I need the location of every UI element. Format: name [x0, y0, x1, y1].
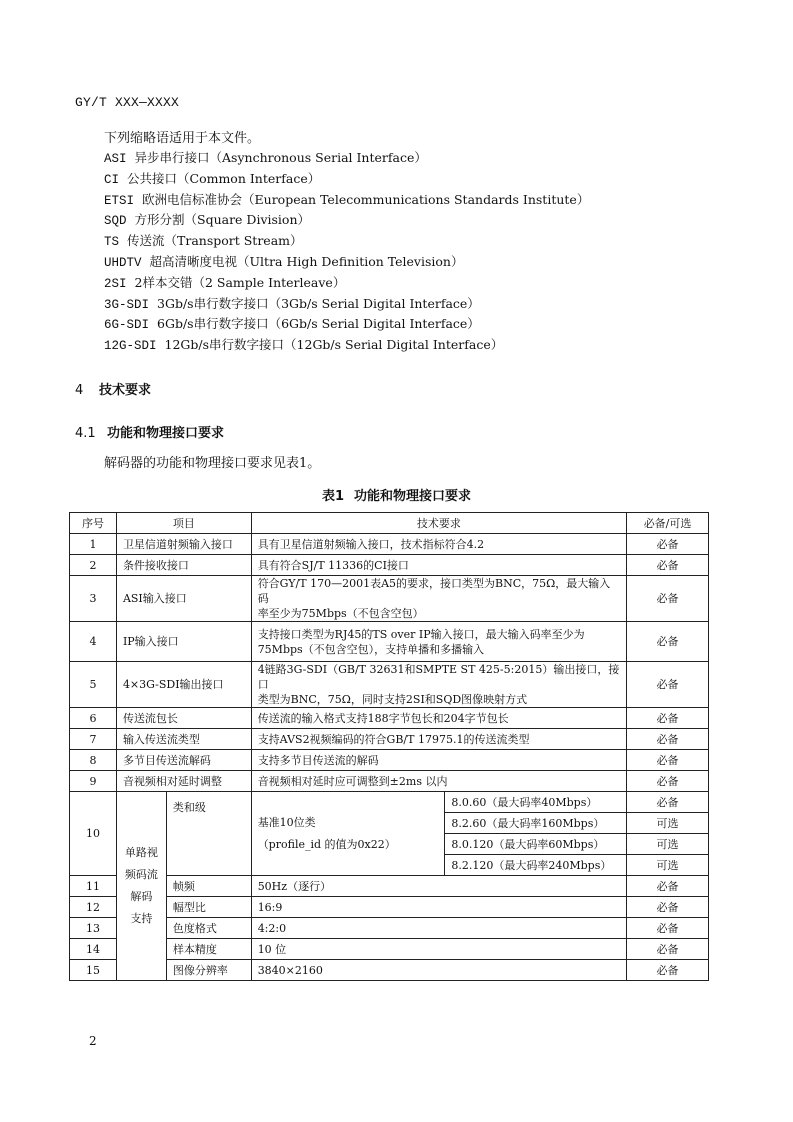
section-number: 4 [75, 383, 84, 398]
cell-mandatory: 必备 [627, 897, 709, 918]
abbreviation-code: CI [104, 172, 120, 187]
table-row [70, 771, 709, 792]
table-row [70, 622, 709, 662]
group-label-line: 解码 [130, 890, 153, 903]
cell-seq: 4 [70, 622, 117, 662]
cell-level: 8.2.60（最大码率160Mbps） [445, 813, 627, 834]
cell-level: 8.0.120（最大码率60Mbps） [445, 834, 627, 855]
cell-mandatory: 必备 [627, 960, 709, 981]
cell-mandatory: 必备 [627, 576, 709, 622]
cell-item: 卫星信道射频输入接口 [116, 534, 251, 555]
cell-seq: 13 [70, 918, 117, 939]
cell-mandatory: 必备 [627, 750, 709, 771]
abbreviation-definition: 6Gb/s串行数字接口（6Gb/s Serial Digital Interface） [157, 316, 480, 332]
section-paragraph: 解码器的功能和物理接口要求见表1。 [104, 456, 321, 471]
cell-requirement [251, 622, 626, 662]
page-number: 2 [89, 1034, 97, 1048]
group-label-line: 频码流 [124, 868, 158, 881]
abbreviation-item [104, 210, 589, 231]
document-header-id: GY/T XXX—XXXX [75, 95, 180, 110]
cell-mandatory: 可选 [627, 855, 709, 876]
table-row [70, 662, 709, 708]
cell-mandatory: 必备 [627, 918, 709, 939]
section-4-1-heading [75, 422, 224, 441]
abbreviation-item [104, 231, 589, 252]
cell-requirement: 支持AVS2视频编码的符合GB/T 17975.1的传送流类型 [251, 729, 626, 750]
header-item: 项目 [116, 513, 251, 534]
cell-seq: 14 [70, 939, 117, 960]
abbreviation-item [104, 335, 589, 356]
cell-item: 传送流包长 [116, 708, 251, 729]
section-4-heading [75, 379, 151, 398]
section-title: 功能和物理接口要求 [107, 426, 225, 441]
cell-requirement: 音视频相对延时应可调整到±2ms 以内 [251, 771, 626, 792]
abbreviations-intro: 下列缩略语适用于本文件。 [104, 131, 261, 146]
abbreviation-list [104, 148, 589, 356]
table-row [70, 534, 709, 555]
cell-mandatory: 可选 [627, 813, 709, 834]
cell-seq: 3 [70, 576, 117, 622]
abbreviation-definition: 传送流（Transport Stream） [127, 233, 303, 249]
abbreviation-definition: 公共接口（Common Interface） [127, 170, 321, 186]
header-mandatory: 必备/可选 [627, 513, 709, 534]
table-row [70, 729, 709, 750]
abbreviation-definition: 超高清晰度电视（Ultra High Definition Television） [149, 253, 464, 269]
table-row [70, 750, 709, 771]
abbreviation-item [104, 314, 589, 335]
cell-requirement: 支持多节目传送流的解码 [251, 750, 626, 771]
profile-line: 基准10位类 [257, 815, 316, 829]
abbreviation-item [104, 148, 589, 169]
cell-item: IP输入接口 [116, 622, 251, 662]
cell-mandatory: 必备 [627, 622, 709, 662]
cell-subitem: 帧频 [166, 876, 251, 897]
cell-seq: 2 [70, 555, 117, 576]
requirement-line: 率至少为75Mbps（不包含空包） [257, 607, 424, 620]
cell-requirement: 4:2:0 [251, 918, 626, 939]
abbreviation-definition: 12Gb/s串行数字接口（12Gb/s Serial Digital Interface） [164, 337, 504, 353]
requirement-line: 类型为BNC，75Ω，同时支持2SI和SQD图像映射方式 [257, 693, 528, 706]
abbreviation-definition: 欧洲电信标准协会（European Telecommunications Standards Institute） [142, 191, 590, 207]
table-title: 功能和物理接口要求 [354, 489, 472, 504]
cell-item: 输入传送流类型 [116, 729, 251, 750]
abbreviation-item [104, 169, 589, 190]
abbreviation-item [104, 273, 589, 294]
abbreviation-code: 2SI [104, 276, 127, 291]
group-label-line: 单路视 [124, 846, 158, 859]
cell-subitem: 样本精度 [166, 939, 251, 960]
cell-seq: 5 [70, 662, 117, 708]
abbreviation-code: ETSI [104, 193, 135, 208]
cell-requirement: 50Hz（逐行） [251, 876, 626, 897]
cell-mandatory: 可选 [627, 834, 709, 855]
cell-level: 8.2.120（最大码率240Mbps） [445, 855, 627, 876]
cell-mandatory: 必备 [627, 876, 709, 897]
requirement-line: 4链路3G-SDI（GB/T 32631和SMPTE ST 425-5:2015）输出接口，接口 [257, 663, 620, 691]
table-row [70, 555, 709, 576]
abbreviation-code: ASI [104, 152, 127, 166]
abbreviation-code: 6G-SDI [104, 318, 150, 333]
cell-subitem: 图像分辨率 [166, 960, 251, 981]
table-header-row [70, 513, 709, 534]
cell-subitem: 幅型比 [166, 897, 251, 918]
abbreviation-code: UHDTV [104, 255, 142, 270]
header-requirement: 技术要求 [251, 513, 626, 534]
cell-mandatory: 必备 [627, 555, 709, 576]
cell-seq: 8 [70, 750, 117, 771]
cell-seq: 12 [70, 897, 117, 918]
requirement-line: 75Mbps（不包含空包），支持单播和多播输入 [257, 642, 485, 656]
cell-mandatory: 必备 [627, 708, 709, 729]
cell-profile [251, 792, 445, 876]
cell-item: 条件接收接口 [116, 555, 251, 576]
cell-subitem: 类和级 [166, 792, 251, 876]
cell-requirement [251, 576, 626, 622]
header-seq: 序号 [70, 513, 117, 534]
abbreviation-code: TS [104, 235, 120, 250]
cell-mandatory: 必备 [627, 792, 709, 813]
abbreviation-item [104, 190, 589, 211]
cell-item: 音视频相对延时调整 [116, 771, 251, 792]
cell-mandatory: 必备 [627, 662, 709, 708]
cell-mandatory: 必备 [627, 771, 709, 792]
cell-requirement: 具有符合SJ/T 11336的CI接口 [251, 555, 626, 576]
abbreviation-definition: 2样本交错（2 Sample Interleave） [134, 274, 346, 290]
abbreviation-definition: 异步串行接口（Asynchronous Serial Interface） [134, 150, 427, 165]
section-number: 4.1 [75, 426, 96, 441]
abbreviation-code: 12G-SDI [104, 339, 157, 354]
cell-seq: 15 [70, 960, 117, 981]
cell-seq: 10 [70, 792, 117, 876]
cell-requirement: 16:9 [251, 897, 626, 918]
abbreviation-code: 3G-SDI [104, 297, 150, 312]
cell-mandatory: 必备 [627, 534, 709, 555]
table-caption [0, 485, 793, 504]
cell-seq: 9 [70, 771, 117, 792]
cell-seq: 7 [70, 729, 117, 750]
cell-item: 4×3G-SDI输出接口 [116, 662, 251, 708]
cell-seq: 11 [70, 876, 117, 897]
cell-item: ASI输入接口 [116, 576, 251, 622]
cell-mandatory: 必备 [627, 729, 709, 750]
cell-requirement: 10 位 [251, 939, 626, 960]
section-title: 技术要求 [99, 383, 152, 398]
abbreviation-item [104, 294, 589, 315]
group-label-line: 支持 [130, 912, 153, 925]
profile-line: （profile_id 的值为0x22） [257, 837, 396, 851]
cell-requirement [251, 662, 626, 708]
cell-requirement: 3840×2160 [251, 960, 626, 981]
abbreviation-definition: 方形分割（Square Division） [134, 212, 310, 228]
table-row [70, 708, 709, 729]
cell-seq: 1 [70, 534, 117, 555]
abbreviation-definition: 3Gb/s串行数字接口（3Gb/s Serial Digital Interface） [157, 295, 480, 311]
table-label: 表1 [321, 489, 345, 504]
cell-mandatory: 必备 [627, 939, 709, 960]
abbreviation-code: SQD [104, 214, 127, 229]
cell-requirement: 具有卫星信道射频输入接口，技术指标符合4.2 [251, 534, 626, 555]
requirement-line: 符合GY/T 170—2001表A5的要求，接口类型为BNC，75Ω，最大输入码 [257, 577, 611, 605]
requirements-table [69, 512, 709, 981]
cell-level: 8.0.60（最大码率40Mbps） [445, 792, 627, 813]
abbreviation-item [104, 252, 589, 273]
table-row [70, 576, 709, 622]
cell-requirement: 传送流的输入格式支持188字节包长和204字节包长 [251, 708, 626, 729]
cell-subitem: 色度格式 [166, 918, 251, 939]
cell-item: 多节目传送流解码 [116, 750, 251, 771]
table-row [70, 792, 709, 813]
requirement-line: 支持接口类型为RJ45的TS over IP输入接口，最大输入码率至少为 [257, 627, 585, 641]
group-label-cell [116, 792, 166, 981]
cell-seq: 6 [70, 708, 117, 729]
